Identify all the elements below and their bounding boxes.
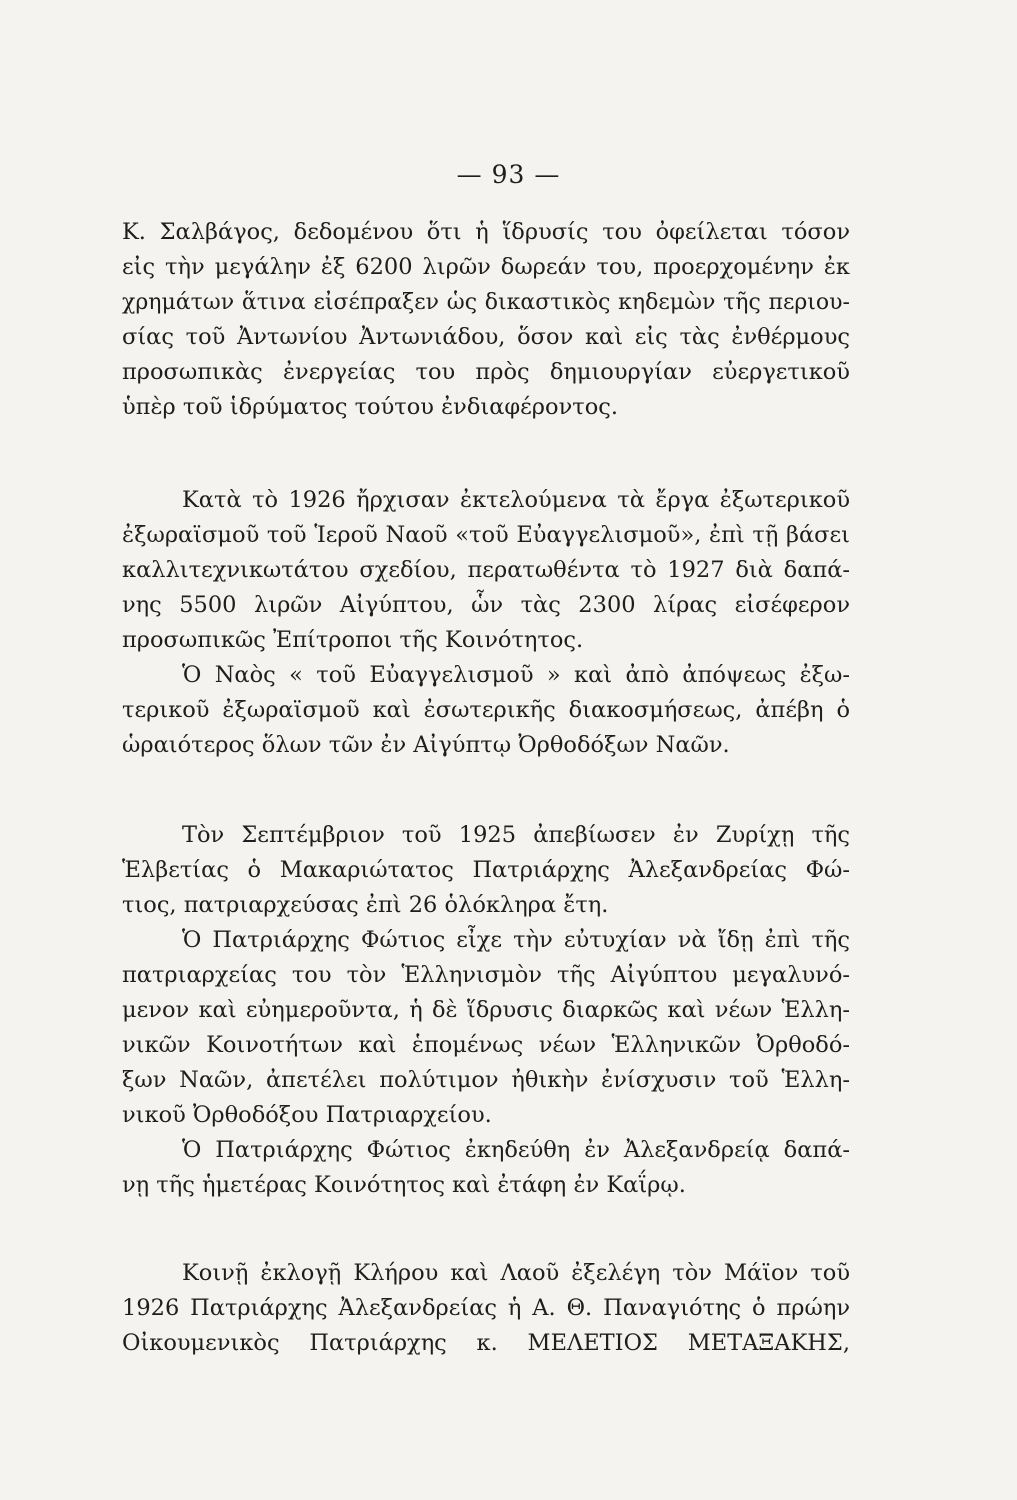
text-line: χρημάτων ἅτινα εἰσέπραξεν ὡς δικαστικὸς κηδεμὼν τῆς περιου- <box>122 290 850 315</box>
paragraph-salvagos <box>122 215 850 425</box>
text-line: νης 5500 λιρῶν Αἰγύπτου, ὧν τὰς 2300 λίρας εἰσέφερον <box>122 592 850 618</box>
paragraph-patriarch-photios <box>122 818 850 1203</box>
text-line: πατριαρχείας του τὸν Ἑλληνισμὸν τῆς Αἰγύπτου μεγαλυνό- <box>122 962 850 988</box>
text-line: ξων Ναῶν, ἀπετέλει πολύτιμον ἠθικὴν ἐνίσχυσιν τοῦ Ἑλλη- <box>122 1067 850 1093</box>
text-line: Ὁ Ναὸς « τοῦ Εὐαγγελισμοῦ » καὶ ἀπὸ ἀπόψεως ἐξω- <box>182 662 850 688</box>
text-line: Κατὰ τὸ 1926 ἤρχισαν ἐκτελούμενα τὰ ἔργα ἐξωτερικοῦ <box>182 487 850 513</box>
paragraph-church-renovation <box>122 483 850 763</box>
text-line: Ἑλβετίας ὁ Μακαριώτατος Πατριάρχης Ἀλεξανδρείας Φώ- <box>122 857 850 883</box>
text-line: μενον καὶ εὐημεροῦντα, ἡ δὲ ἵδρυσις διαρκῶς καὶ νέων Ἑλλη- <box>122 997 850 1023</box>
text-line: Ὁ Πατριάρχης Φώτιος ἐκηδεύθη ἐν Ἀλεξανδρείᾳ δαπά- <box>182 1137 850 1163</box>
text-line: ὡραιότερος ὅλων τῶν ἐν Αἰγύπτῳ Ὀρθοδόξων Ναῶν. <box>122 732 730 758</box>
text-line: Κ. Σαλβάγος, δεδομένου ὅτι ἡ ἵδρυσίς του ὀφείλεται τόσον <box>122 219 850 245</box>
text-line: καλλιτεχνικωτάτου σχεδίου, περατωθέντα τὸ 1927 διὰ δαπά- <box>122 557 850 583</box>
text-line: προσωπικῶς Ἐπίτροποι τῆς Κοινότητος. <box>122 627 584 653</box>
paragraph-meletios-election <box>122 1256 850 1361</box>
text-line: νῃ τῆς ἡμετέρας Κοινότητος καὶ ἐτάφη ἐν Καΐρῳ. <box>122 1172 686 1198</box>
text-line: 1926 Πατριάρχης Ἀλεξανδρείας ἡ Α. Θ. Παναγιότης ὁ πρώην <box>122 1295 850 1321</box>
text-line: Κοινῇ ἐκλογῇ Κλήρου καὶ Λαοῦ ἐξελέγη τὸν Μάϊον τοῦ <box>182 1260 850 1286</box>
text-line: σίας τοῦ Ἀντωνίου Ἀντωνιάδου, ὅσον καὶ εἰς τὰς ἐνθέρμους <box>122 324 850 350</box>
text-line: τερικοῦ ἐξωραϊσμοῦ καὶ ἐσωτερικῆς διακοσμήσεως, ἀπέβη ὁ <box>122 697 850 723</box>
text-line: ὑπὲρ τοῦ ἱδρύματος τούτου ἐνδιαφέροντος. <box>122 394 618 420</box>
text-line: Τὸν Σεπτέμβριον τοῦ 1925 ἀπεβίωσεν ἐν Ζυρίχῃ τῆς <box>182 822 850 848</box>
text-line: προσωπικὰς ἐνεργείας του πρὸς δημιουργίαν εὐεργετικοῦ <box>122 359 850 385</box>
text-line: εἰς τὴν μεγάλην ἐξ 6200 λιρῶν δωρεάν του, προερχομένην ἐκ <box>122 254 850 280</box>
text-line: νικοῦ Ὀρθοδόξου Πατριαρχείου. <box>122 1102 492 1128</box>
text-line: νικῶν Κοινοτήτων καὶ ἑπομένως νέων Ἑλληνικῶν Ὀρθοδό- <box>122 1032 850 1058</box>
page-number: — 93 — <box>456 160 561 189</box>
text-line: Ὁ Πατριάρχης Φώτιος εἶχε τὴν εὐτυχίαν νὰ ἴδῃ ἐπὶ τῆς <box>182 927 850 953</box>
text-line: Οἰκουμενικὸς Πατριάρχης κ. ΜΕΛΕΤΙΟΣ ΜΕΤΑΞΑΚΗΣ, <box>122 1330 850 1356</box>
text-line: τιος, πατριαρχεύσας ἐπὶ 26 ὁλόκληρα ἔτη. <box>122 892 609 918</box>
text-line: ἐξωραϊσμοῦ τοῦ Ἱεροῦ Ναοῦ «τοῦ Εὐαγγελισμοῦ», ἐπὶ τῇ βάσει <box>122 522 850 548</box>
